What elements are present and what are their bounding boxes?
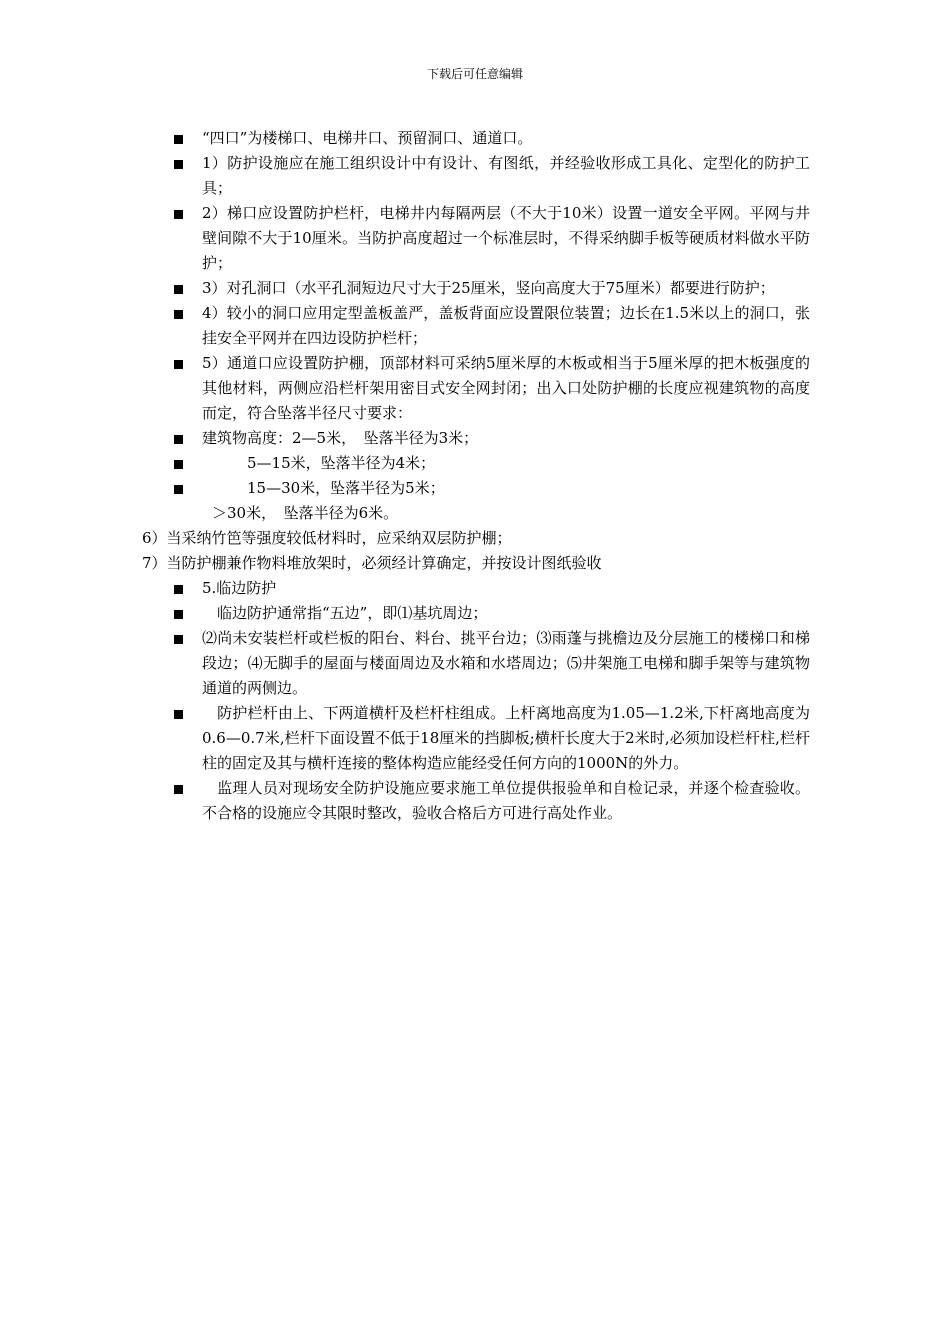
square-bullet-icon [174,785,183,794]
square-bullet-icon [174,285,183,294]
item-text: 7）当防护棚兼作物料堆放架时，必须经计算确定，并按设计图纸验收 [142,554,602,572]
item-text: ⑵尚未安装栏杆或栏板的阳台、料台、挑平台边；⑶雨蓬与挑檐边及分层施工的楼梯口和梯段边；⑷无脚手的屋面与楼面周边及水箱和水塔周边；⑸井架施工电梯和脚手架等与建筑物通道的两侧边。 [202,629,810,697]
indented-line [142,501,810,526]
square-bullet-icon [174,160,183,169]
bullet-list-item [142,576,810,601]
item-text: 3）对孔洞口（水平孔洞短边尺寸大于25厘米，竖向高度大于75厘米）都要进行防护； [202,279,775,297]
item-text: 临边防护通常指“五边”，即⑴基坑周边； [202,604,488,622]
square-bullet-icon [174,310,183,319]
bullet-list-item [142,151,810,201]
square-bullet-icon [174,610,183,619]
bullet-list-item [142,776,810,826]
page-header: 下载后可任意编辑 [426,67,523,81]
square-bullet-icon [174,710,183,719]
bullet-list-item [142,626,810,701]
bullet-list-item [142,126,810,151]
square-bullet-icon [174,485,183,494]
item-text: “四口”为楼梯口、电梯井口、预留洞口、通道口。 [202,129,533,147]
bullet-list-item [142,426,810,451]
paragraph-line [142,551,810,576]
square-bullet-icon [174,135,183,144]
bullet-list-item [142,476,810,501]
item-text: 4）较小的洞口应用定型盖板盖严，盖板背面应设置限位装置；边长在1.5米以上的洞口，张挂安全平网并在四边设防护栏杆； [202,304,810,347]
bullet-list-item [142,701,810,776]
square-bullet-icon [174,460,183,469]
item-text: 建筑物高度：2—5米， 坠落半径为3米； [202,429,479,447]
item-text: 15—30米，坠落半径为5米； [202,479,445,497]
item-text: 1）防护设施应在施工组织设计中有设计、有图纸，并经验收形成工具化、定型化的防护工具； [202,154,810,197]
bullet-list-item [142,601,810,626]
square-bullet-icon [174,360,183,369]
square-bullet-icon [174,435,183,444]
square-bullet-icon [174,635,183,644]
bullet-list-item [142,301,810,351]
paragraph-line [142,526,810,551]
item-text: 2）梯口应设置防护栏杆，电梯井内每隔两层（不大于10米）设置一道安全平网。平网与井壁间隙不大于10厘米。当防护高度超过一个标准层时，不得采纳脚手板等硬质材料做水平防护； [202,204,810,272]
item-text: 监理人员对现场安全防护设施应要求施工单位提供报验单和自检记录，并逐个检查验收。不合格的设施应令其限时整改，验收合格后方可进行高处作业。 [202,779,810,822]
item-text: ＞30米， 坠落半径为6米。 [212,504,399,522]
square-bullet-icon [174,585,183,594]
item-text: 防护栏杆由上、下两道横杆及栏杆柱组成。上杆离地高度为1.05—1.2米,下杆离地高度为0.6—0.7米,栏杆下面设置不低于18厘米的挡脚板;横杆长度大于2米时,必须加设栏杆柱,栏杆柱的固定及其与横杆连接的整体构造应能经受任何方向的1000N的外力。 [202,704,810,772]
bullet-list-item [142,351,810,426]
item-text: 5.临边防护 [202,579,277,597]
item-text: 5）通道口应设置防护棚，顶部材料可采纳5厘米厚的木板或相当于5厘米厚的把木板强度的其他材料，两侧应沿栏杆架用密目式安全网封闭；出入口处防护棚的长度应视建筑物的高度而定，符合坠落半径尺寸要求： [202,354,810,422]
bullet-list-item [142,201,810,276]
document-body [142,126,810,826]
item-text: 6）当采纳竹笆等强度较低材料时，应采纳双层防护棚； [142,529,512,547]
bullet-list-item [142,451,810,476]
bullet-list-item [142,276,810,301]
square-bullet-icon [174,210,183,219]
item-text: 5—15米，坠落半径为4米； [202,454,436,472]
